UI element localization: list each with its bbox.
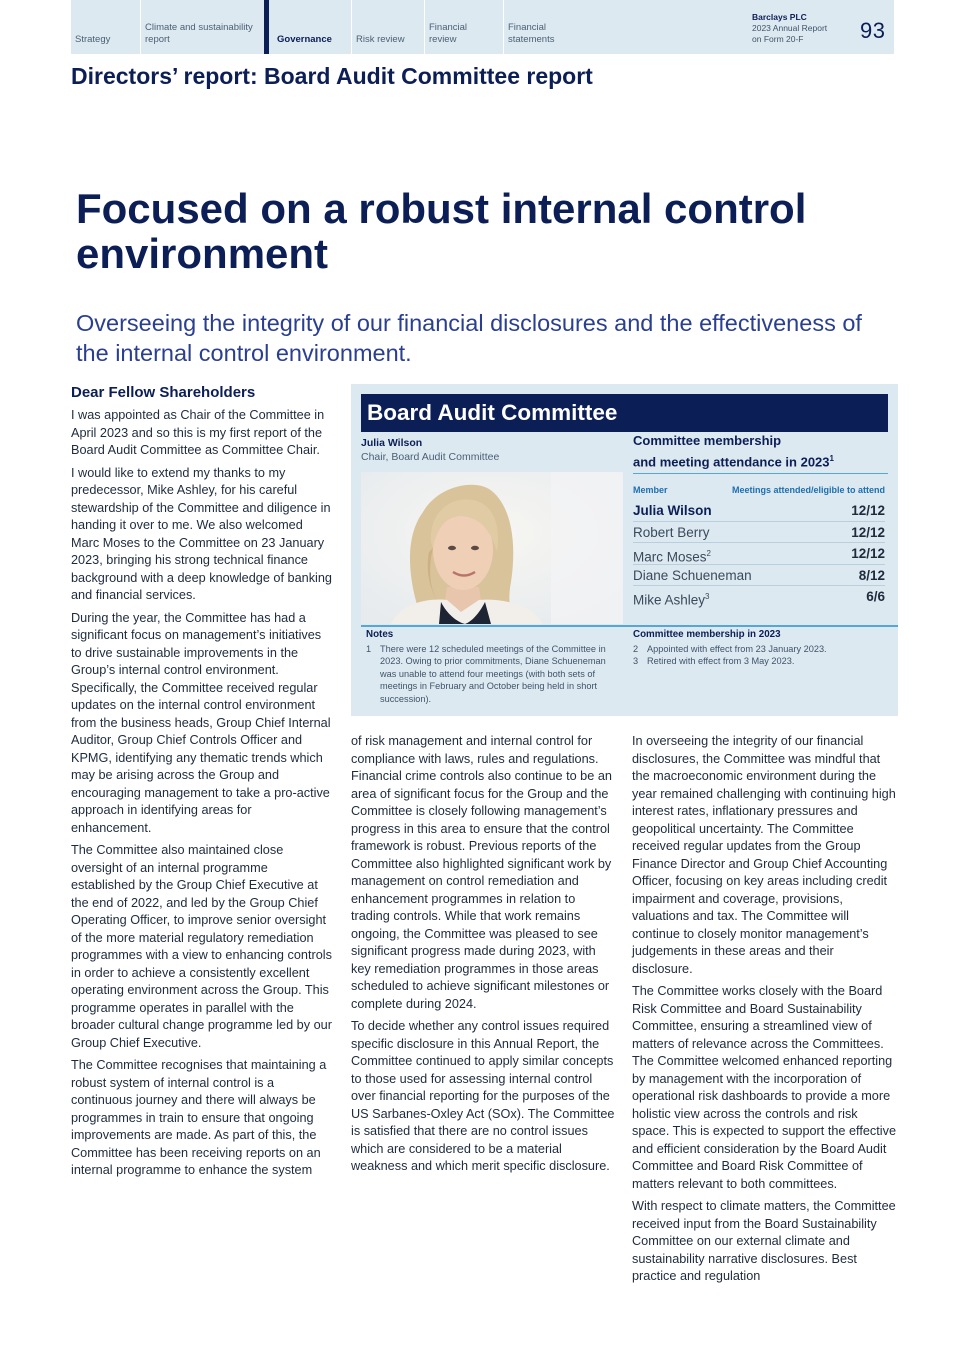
note-number: 3 bbox=[633, 656, 639, 666]
nav-tab-governance[interactable] bbox=[264, 0, 351, 54]
page-subheadline: Overseeing the integrity of our financial disclosures and the effectiveness of the internal control environment. bbox=[76, 310, 862, 366]
note-item bbox=[366, 643, 621, 706]
paragraph: of risk management and internal control for compliance with laws, rules and regulations. Financial crime controls also continue to be an area of significant focus for the Group and the Committee is closely following management’s progress in this area to ensure that the control framework is robust. Previous reports of the Committee also highlighted significant work by management on control remediation and enhancement programmes in relation to trading controls. While that work remains ongoing, the Committee was pleased to see significant progress made during 2023, with key remediation programmes in those areas scheduled to achieve significant milestones or complete during 2024. bbox=[351, 734, 612, 1011]
member-attendance: 6/6 bbox=[866, 589, 885, 604]
page-headline: Focused on a robust internal control environment bbox=[76, 185, 807, 277]
attendance-table-header bbox=[633, 485, 885, 495]
notes-section bbox=[366, 629, 621, 705]
portrait-illustration bbox=[361, 472, 623, 624]
footnote-marker: 1 bbox=[829, 454, 834, 463]
notes-divider bbox=[361, 625, 898, 627]
note-text: Appointed with effect from 23 January 2023. bbox=[647, 643, 827, 654]
note-text: Retired with effect from 3 May 2023. bbox=[647, 656, 795, 666]
paragraph: During the year, the Committee has had a significant focus on management’s initiatives to drive sustainable improvements in the Group’s internal control environment. Specifically, the Committee received regular updates on the internal control environment from the business heads, Group Chief Internal Auditor, Group Chief Controls Officer and KPMG, identifying any thematic trends which may be arising across the Group and encouraging management to take a pro-active approach in identifying areas for enhancement. bbox=[71, 610, 331, 835]
table-row bbox=[633, 542, 885, 564]
report-title-line2: on Form 20-F bbox=[752, 34, 804, 44]
paragraph: The Committee works closely with the Board Risk Committee and Board Sustainability Committee, ensuring a streamlined view of matters of relevance across the Committees. The Committee welcomed enhanced reporting by management with the incorporation of operational risk dashboards to provide a more holistic view across the controls and risk space. This is expected to support the effective and efficient consideration by the Board Audit Committee and Board Risk Committee of matters relevant to both committees. bbox=[632, 984, 897, 1191]
note-item bbox=[633, 655, 888, 668]
paragraph: The Committee also maintained close oversight of an internal programme established by the Group Chief Executive at the end of 2022, and led by the Group Chief Operating Officer, to improve senior oversight of the more material regulatory remediation programmes with a view to enhancing controls in order to achieve a consistently excellent operating environment across the Group. This programme operates in parallel with the broader cultural change programme led by our Group Chief Executive. bbox=[71, 843, 332, 1050]
note-number: 2 bbox=[633, 643, 639, 654]
member-attendance: 12/12 bbox=[851, 546, 885, 561]
committee-panel bbox=[351, 384, 898, 716]
paragraph: The Committee recognises that maintaining a robust system of internal control is a continuous journey and there will always be programmes in train to ensure that ongoing improvements are made. As part of this, the Committee has been receiving reports on an internal programme to enhance the system bbox=[71, 1058, 327, 1177]
letter-column-3 bbox=[632, 733, 896, 1291]
table-row bbox=[633, 521, 885, 543]
nav-tab-financial-review[interactable] bbox=[424, 0, 503, 54]
membership-title-line2: and meeting attendance in 2023 bbox=[633, 454, 830, 470]
membership-notes-section bbox=[633, 629, 888, 668]
notes-title: Notes bbox=[366, 629, 394, 640]
footnote-marker: 3 bbox=[705, 592, 710, 601]
column-header-attendance: Meetings attended/eligible to attend bbox=[731, 485, 885, 495]
member-attendance: 12/12 bbox=[851, 524, 885, 540]
table-row bbox=[633, 585, 885, 607]
report-title-line1: 2023 Annual Report bbox=[752, 23, 828, 33]
paragraph: I would like to extend my thanks to my predecessor, Mike Ashley, for his careful stewardship of the Committee and diligence in handing it over to me. We also welcomed Marc Moses to the Committee on 23 January 2023, bringing his strong technical finance background with a deep knowledge of banking and financial services. bbox=[71, 465, 332, 602]
member-name: Robert Berry bbox=[633, 524, 710, 540]
committee-panel-title: Board Audit Committee bbox=[361, 394, 888, 432]
member-attendance: 8/12 bbox=[858, 567, 885, 583]
membership-title-line1: Committee membership bbox=[633, 433, 782, 448]
member-name: Diane Schueneman bbox=[633, 567, 752, 583]
company-name: Barclays PLC bbox=[752, 12, 807, 22]
member-attendance: 12/12 bbox=[851, 503, 885, 518]
letter-greeting: Dear Fellow Shareholders bbox=[71, 384, 256, 401]
member-name: Mike Ashley bbox=[633, 592, 706, 608]
chair-role: Chair, Board Audit Committee bbox=[361, 451, 500, 463]
nav-tab-label: Risk review bbox=[356, 34, 405, 45]
nav-tab-label: Financial statements bbox=[508, 22, 555, 45]
page-number: 93 bbox=[860, 18, 886, 43]
membership-title bbox=[633, 432, 888, 474]
paragraph: With respect to climate matters, the Committee received input from the Board Sustainability Committee on our external climate and sustainability narrative disclosures. Best practice and regulation bbox=[632, 1199, 896, 1283]
nav-tab-risk-review[interactable] bbox=[351, 0, 424, 54]
nav-tab-label: Climate and sustainability report bbox=[145, 22, 253, 45]
section-title: Directors’ report: Board Audit Committee report bbox=[71, 63, 593, 89]
table-row bbox=[633, 500, 885, 521]
footnote-marker: 2 bbox=[706, 549, 711, 558]
nav-tab-label: Financial review bbox=[429, 22, 468, 45]
note-text: There were 12 scheduled meetings of the Committee in 2023. Owing to prior commitments, Diane Schueneman was unable to attend four meetings (with both sets of meetings in February and October being held in short succession). bbox=[380, 643, 606, 704]
chair-portrait-photo bbox=[361, 472, 623, 624]
letter-column-2 bbox=[351, 733, 616, 1181]
nav-tab-financial-statements[interactable] bbox=[503, 0, 593, 54]
paragraph: To decide whether any control issues required specific disclosure in this Annual Report, the Committee continued to apply similar concepts to those used for assessing internal control over financial reporting for the purposes of the US Sarbanes-Oxley Act (SOx). The Committee is satisfied that there are no control issues which are considered to be a material weakness and which merit specific disclosure. bbox=[351, 1019, 615, 1173]
membership-notes-title: Committee membership in 2023 bbox=[633, 629, 781, 640]
nav-tab-climate[interactable] bbox=[140, 0, 264, 54]
note-number: 1 bbox=[366, 643, 372, 654]
letter-column-1 bbox=[71, 384, 333, 1185]
report-branding bbox=[752, 12, 827, 45]
nav-tab-label: Strategy bbox=[75, 34, 111, 45]
paragraph: In overseeing the integrity of our financial disclosures, the Committee was mindful that the macroeconomic environment during the year remained challenging with continuing high interest rates, inflationary pressures and geopolitical uncertainty. The Committee received regular updates from the Group Finance Director and Group Chief Accounting Officer, focusing on key areas including credit impairment and coverage, provisions, valuations and tax. The Committee will continue to closely monitor management’s judgements in these areas and their disclosure. bbox=[632, 734, 896, 976]
nav-tab-strategy[interactable] bbox=[71, 0, 140, 54]
column-header-member: Member bbox=[633, 485, 668, 495]
note-item bbox=[633, 643, 888, 656]
paragraph: I was appointed as Chair of the Committee in April 2023 and so this is my first report of the Board Audit Committee as Committee Chair. bbox=[71, 408, 325, 457]
nav-tab-label: Governance bbox=[277, 34, 332, 45]
member-name: Marc Moses bbox=[633, 549, 707, 565]
member-name: Julia Wilson bbox=[633, 503, 712, 518]
attendance-table bbox=[633, 500, 885, 607]
chair-name: Julia Wilson bbox=[361, 437, 423, 449]
table-row bbox=[633, 564, 885, 586]
